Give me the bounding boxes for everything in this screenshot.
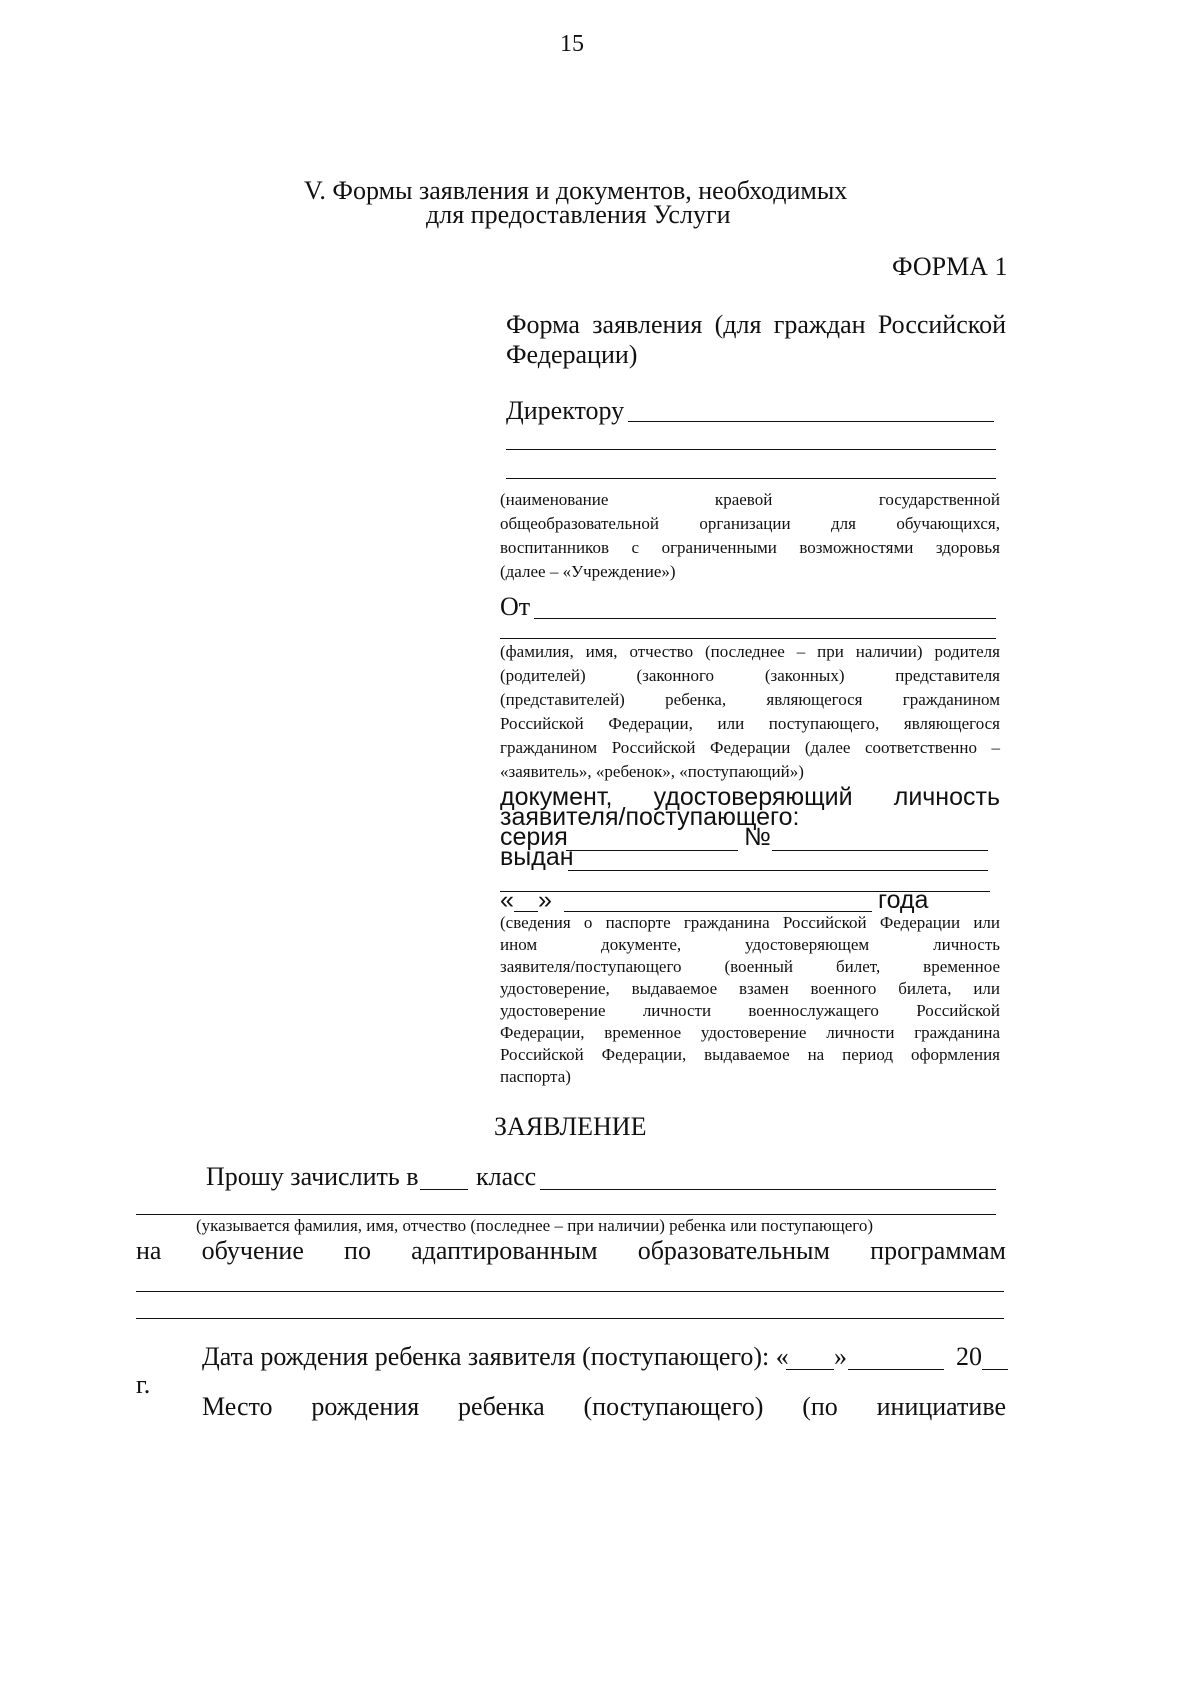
institution-fill-line-1[interactable]: [506, 449, 996, 450]
applicant-note-line: «заявитель», «ребенок», «поступающий»): [500, 762, 804, 781]
program-fill-line-1[interactable]: [136, 1291, 1004, 1292]
class-number-fill-line[interactable]: [420, 1189, 468, 1190]
number-fill-line[interactable]: [772, 850, 988, 851]
issued-label: выдан: [500, 843, 574, 871]
applicant-note-line: (представителей) ребенка, являющегося гражданином: [500, 690, 1000, 709]
passport-note-line: Федерации, временное удостоверение личности гражданина: [500, 1023, 1000, 1042]
birth-month-fill-line[interactable]: [848, 1369, 944, 1370]
request-prefix: Прошу зачислить в: [206, 1162, 419, 1191]
request-fill-line[interactable]: [540, 1189, 996, 1190]
series-fill-line[interactable]: [566, 850, 738, 851]
institution-note-line: общеобразовательной организации для обучающихся,: [500, 514, 1000, 533]
from-fill-line-2[interactable]: [500, 638, 996, 639]
birth-day-fill-line[interactable]: [786, 1369, 834, 1370]
birthplace-line: Место рождения ребенка (поступающего) (по инициативе: [202, 1392, 1006, 1421]
date-close-quote: »: [538, 886, 552, 914]
form-title-line1: Форма заявления (для граждан Российской: [506, 310, 1006, 339]
applicant-note-line: Российской Федерации, или поступающего, являющегося: [500, 714, 1000, 733]
applicant-note: [500, 640, 1000, 784]
birth-year-prefix: 20: [956, 1342, 982, 1371]
passport-note-line: (сведения о паспорте гражданина Российской Федерации или: [500, 913, 1000, 932]
training-line: на обучение по адаптированным образовательным программам: [136, 1236, 1006, 1265]
child-name-note: (указывается фамилия, имя, отчество (последнее – при наличии) ребенка или поступающего): [196, 1216, 873, 1235]
issued-fill-line[interactable]: [568, 870, 988, 871]
applicant-note-line: (родителей) (законного (законных) представителя: [500, 666, 1000, 685]
institution-note-line: (наименование краевой государственной: [500, 490, 1000, 509]
passport-note-line: удостоверение, выдаваемое взамен военного билета, или: [500, 979, 1000, 998]
page-number: 15: [560, 31, 584, 57]
number-sign: №: [744, 823, 771, 851]
from-label: От: [500, 592, 531, 621]
form-label: ФОРМА 1: [892, 252, 1008, 281]
series-label: серия: [500, 823, 568, 851]
date-open-quote: «: [500, 886, 514, 914]
from-fill-line[interactable]: [534, 618, 996, 619]
passport-note-line: заявителя/поступающего (военный билет, временное: [500, 957, 1000, 976]
year-word: года: [878, 886, 929, 914]
section-title-line1: V. Формы заявления и документов, необходимых: [304, 176, 848, 205]
id-document-line1: документ, удостоверяющий личность: [500, 783, 1000, 811]
year-abbrev: г.: [136, 1370, 151, 1399]
section-title-line2: для предоставления Услуги: [426, 200, 731, 229]
director-fill-line[interactable]: [628, 421, 994, 422]
director-label: Директору: [506, 396, 625, 425]
form-title-line2: Федерации): [506, 340, 638, 369]
birth-date-label: Дата рождения ребенка заявителя (поступающего): «: [202, 1342, 789, 1371]
passport-note-line: Российской Федерации, выдаваемое на период оформления: [500, 1045, 1000, 1064]
institution-note-line: (далее – «Учреждение»): [500, 562, 676, 581]
institution-fill-line-2[interactable]: [506, 478, 996, 479]
institution-note: [500, 488, 1000, 584]
passport-note-line: удостоверение личности военнослужащего Российской: [500, 1001, 1000, 1020]
program-fill-line-2[interactable]: [136, 1318, 1004, 1319]
passport-note: [500, 912, 1000, 1088]
institution-note-line: воспитанников с ограниченными возможностями здоровья: [500, 538, 1000, 557]
passport-note-line: паспорта): [500, 1067, 571, 1086]
request-class-word: класс: [476, 1162, 537, 1191]
id-document-line2: заявителя/поступающего:: [500, 803, 800, 831]
applicant-note-line: гражданином Российской Федерации (далее соответственно –: [500, 738, 1000, 757]
birth-year-fill-line[interactable]: [982, 1369, 1008, 1370]
statement-heading: ЗАЯВЛЕНИЕ: [494, 1112, 647, 1141]
passport-note-line: ином документе, удостоверяющем личность: [500, 935, 1000, 954]
birth-date-close: »: [834, 1342, 847, 1371]
applicant-note-line: (фамилия, имя, отчество (последнее – при наличии) родителя: [500, 642, 1000, 661]
